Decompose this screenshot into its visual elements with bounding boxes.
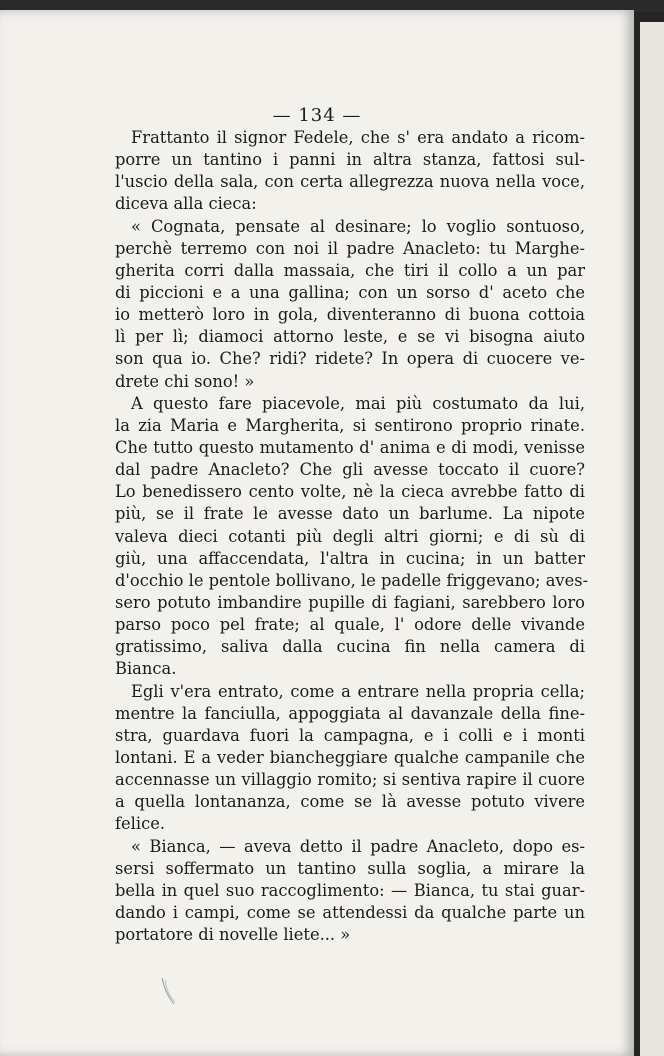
text-line: Lo benedissero cento volte, nè la cieca avrebbe fatto di bbox=[115, 482, 585, 502]
text-line: « Cognata, pensate al desinare; lo voglio sontuoso, bbox=[131, 216, 585, 236]
text-line: stra, guardava fuori la campagna, e i colli e i monti bbox=[115, 725, 585, 745]
text-line: Egli v'era entrato, come a entrare nella propria cella; bbox=[131, 681, 585, 701]
text-line: porre un tantino i panni in altra stanza, fattosi sul- bbox=[115, 150, 585, 170]
text-line: parso poco pel frate; al quale, l' odore delle vivande bbox=[115, 615, 585, 635]
text-line: « Bianca, — aveva detto il padre Anacleto, dopo es- bbox=[131, 836, 585, 856]
text-line: più, se il frate le avesse dato un barlume. La nipote bbox=[115, 504, 585, 524]
text-line: gratissimo, saliva dalla cucina fin nella camera di bbox=[115, 637, 585, 657]
text-line: diceva alla cieca: bbox=[115, 194, 257, 214]
text-line: l'uscio della sala, con certa allegrezza nuova nella voce, bbox=[115, 172, 585, 192]
text-line: portatore di novelle liete... » bbox=[115, 925, 351, 945]
text-line: son qua io. Che? ridi? ridete? In opera di cuocere ve- bbox=[115, 349, 585, 369]
text-line: a quella lontananza, come se là avesse potuto vivere bbox=[115, 792, 585, 812]
text-line: la zia Maria e Margherita, si sentirono proprio rinate. bbox=[115, 415, 585, 435]
text-line: io metterò loro in gola, diventeranno di buona cottoia bbox=[115, 305, 585, 325]
text-line: Bianca. bbox=[115, 659, 177, 679]
text-line: Frattanto il signor Fedele, che s' era andato a ricom- bbox=[131, 128, 585, 147]
text-line: felice. bbox=[115, 814, 166, 834]
text-line: Che tutto questo mutamento d' anima e di modi, venisse bbox=[115, 437, 585, 457]
text-line: bella in quel suo raccoglimento: — Bianca, tu stai guar- bbox=[115, 880, 585, 900]
text-line: d'occhio le pentole bollivano, le padelle friggevano; aves- bbox=[115, 570, 589, 590]
text-line: giù, una affaccendata, l'altra in cucina; in un batter bbox=[115, 548, 585, 568]
text-line: drete chi sono! » bbox=[115, 371, 255, 391]
pencil-mark-icon bbox=[160, 976, 176, 1006]
text-line: perchè terremo con noi il padre Anacleto: tu Marghe- bbox=[115, 238, 585, 258]
text-line: gherita corri dalla massaia, che tiri il collo a un par bbox=[115, 260, 585, 280]
text-line: lontani. E a veder biancheggiare qualche campanile che bbox=[115, 747, 585, 767]
text-line: valeva dieci cotanti più degli altri giorni; e di sù di bbox=[115, 526, 585, 546]
text-line: sero potuto imbandire pupille di fagiani, sarebbero loro bbox=[115, 592, 585, 612]
text-line: dando i campi, come se attendessi da qualche parte un bbox=[115, 902, 585, 922]
text-line: A questo fare piacevole, mai più costumato da lui, bbox=[131, 393, 585, 413]
page-body-text bbox=[115, 127, 589, 946]
text-line: sersi soffermato un tantino sulla soglia, a mirare la bbox=[115, 858, 585, 878]
text-line: di piccioni e a una gallina; con un sorso d' aceto che bbox=[115, 282, 585, 302]
page-number: — 134 — bbox=[272, 105, 362, 126]
text-line: accennasse un villaggio romito; si sentiva rapire il cuore bbox=[115, 770, 585, 790]
text-line: dal padre Anacleto? Che gli avesse toccato il cuore? bbox=[115, 460, 585, 480]
next-page-edge bbox=[640, 22, 664, 1056]
text-line: lì per lì; diamoci attorno leste, e se vi bisogna aiuto bbox=[115, 327, 585, 347]
text-line: mentre la fanciulla, appoggiata al davanzale della fine- bbox=[115, 703, 585, 723]
